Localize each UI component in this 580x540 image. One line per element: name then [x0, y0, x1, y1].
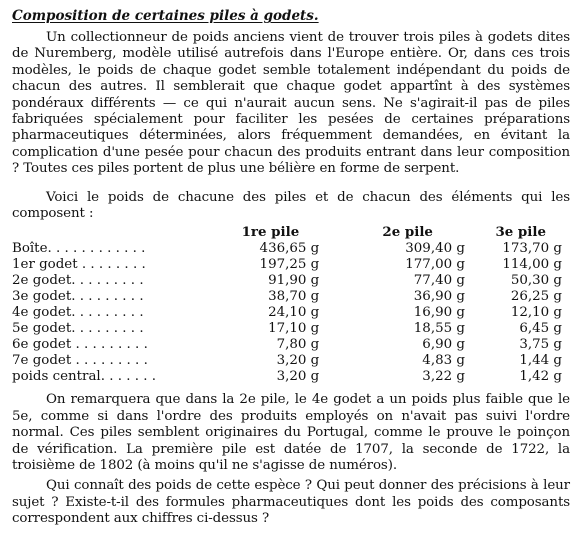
header-pile-3: 3e pile — [495, 224, 546, 241]
pile-2-value: 36,90 g — [413, 288, 465, 304]
pile-1-value: 38,70 g — [268, 288, 320, 304]
pile-2-value: 18,55 g — [413, 321, 465, 337]
header-label-spacer — [12, 224, 216, 240]
table-header-row — [12, 224, 568, 240]
pile-1-value: 3,20 g — [276, 369, 320, 385]
table-row — [12, 353, 568, 369]
table-row — [12, 241, 568, 257]
row-label: 6e godet . . . . . . . . . — [12, 337, 148, 353]
pile-2-value: 16,90 g — [413, 304, 465, 320]
weights-table — [12, 224, 568, 385]
table-row — [12, 321, 568, 337]
pile-3-value: 114,00 g — [502, 256, 562, 272]
row-label: poids central. . . . . . . — [12, 369, 157, 385]
header-pile-2: 2e pile — [382, 224, 433, 241]
intro-paragraph: Un collectionneur de poids anciens vient de trouver trois piles à godets dites de Nuremberg, modèle utilisé autrefois dans l'Europe entière. Or, dans ces trois modèles, le poids de chaque godet semble totalement indépendant du poids de chacun des autres. Il semblerait que chaque godet appartînt à des systèmes pondéraux différents — ce qui n'aurait aucun sens. Ne s'agirait-il pas de piles fabriquées spécialement pour faciliter les pesées de certaines préparations pharmaceutiques déterminées, alors fréquemment demandées, en évitant la complication d'une pesée pour chacun des produits entrant dans leur composition ? Toutes ces piles portent de plus une bélière en forme de serpent. — [12, 30, 570, 177]
remark-paragraph: On remarquera que dans la 2e pile, le 4e godet a un poids plus faible que le 5e, comme si dans l'ordre des produits employés on n'avait pas suivi l'ordre normal. Ces piles semblent originaires du Portugal, comme le prouve le poinçon de vérification. La première pile est datée de 1707, la seconde de 1722, la troisième de 1802 (à moins qu'il ne s'agisse de numéros). — [12, 392, 570, 474]
row-label: 4e godet. . . . . . . . . — [12, 304, 144, 320]
pile-2-value: 177,00 g — [405, 256, 465, 272]
row-label: 3e godet. . . . . . . . . — [12, 288, 144, 304]
pile-2-value: 309,40 g — [405, 240, 465, 256]
pile-3-value: 12,10 g — [510, 304, 562, 320]
question-paragraph: Qui connaît des poids de cette espèce ? Qui peut donner des précisions à leur sujet ? Existe-t-il des formules pharmaceutiques dont les poids des composants correspondent aux chiffres ci-dessus ? — [12, 478, 570, 527]
table-row — [12, 289, 568, 305]
table-row — [12, 337, 568, 353]
table-row — [12, 257, 568, 273]
pile-3-value: 6,45 g — [519, 321, 562, 337]
pile-2-value: 6,90 g — [422, 337, 465, 353]
pile-3-value: 3,75 g — [519, 337, 562, 353]
article-title: Composition de certaines piles à godets. — [12, 8, 319, 24]
pile-1-value: 24,10 g — [268, 304, 320, 320]
table-row — [12, 369, 568, 385]
pile-3-value: 26,25 g — [510, 288, 562, 304]
pile-2-value: 4,83 g — [422, 353, 465, 369]
table-row — [12, 273, 568, 289]
row-label: 7e godet . . . . . . . . . — [12, 353, 148, 369]
pile-1-value: 7,80 g — [276, 337, 320, 353]
row-label: 1er godet . . . . . . . . — [12, 256, 146, 272]
pile-3-value: 1,44 g — [519, 353, 562, 369]
pile-2-value: 77,40 g — [413, 272, 465, 288]
header-pile-1: 1re pile — [241, 224, 300, 241]
pile-2-value: 3,22 g — [422, 369, 465, 385]
pile-3-value: 173,70 g — [502, 240, 562, 256]
row-label: Boîte. . . . . . . . . . . . — [12, 240, 146, 256]
table-intro-paragraph: Voici le poids de chacune des piles et de chacun des éléments qui les composent : — [12, 189, 570, 222]
pile-1-value: 17,10 g — [268, 321, 320, 337]
pile-1-value: 436,65 g — [259, 240, 320, 256]
pile-3-value: 50,30 g — [510, 272, 562, 288]
row-label: 2e godet. . . . . . . . . — [12, 272, 144, 288]
row-label: 5e godet. . . . . . . . . — [12, 321, 144, 337]
pile-1-value: 3,20 g — [276, 353, 320, 369]
pile-3-value: 1,42 g — [519, 369, 562, 385]
pile-1-value: 91,90 g — [268, 272, 320, 288]
table-row — [12, 305, 568, 321]
pile-1-value: 197,25 g — [259, 256, 320, 272]
